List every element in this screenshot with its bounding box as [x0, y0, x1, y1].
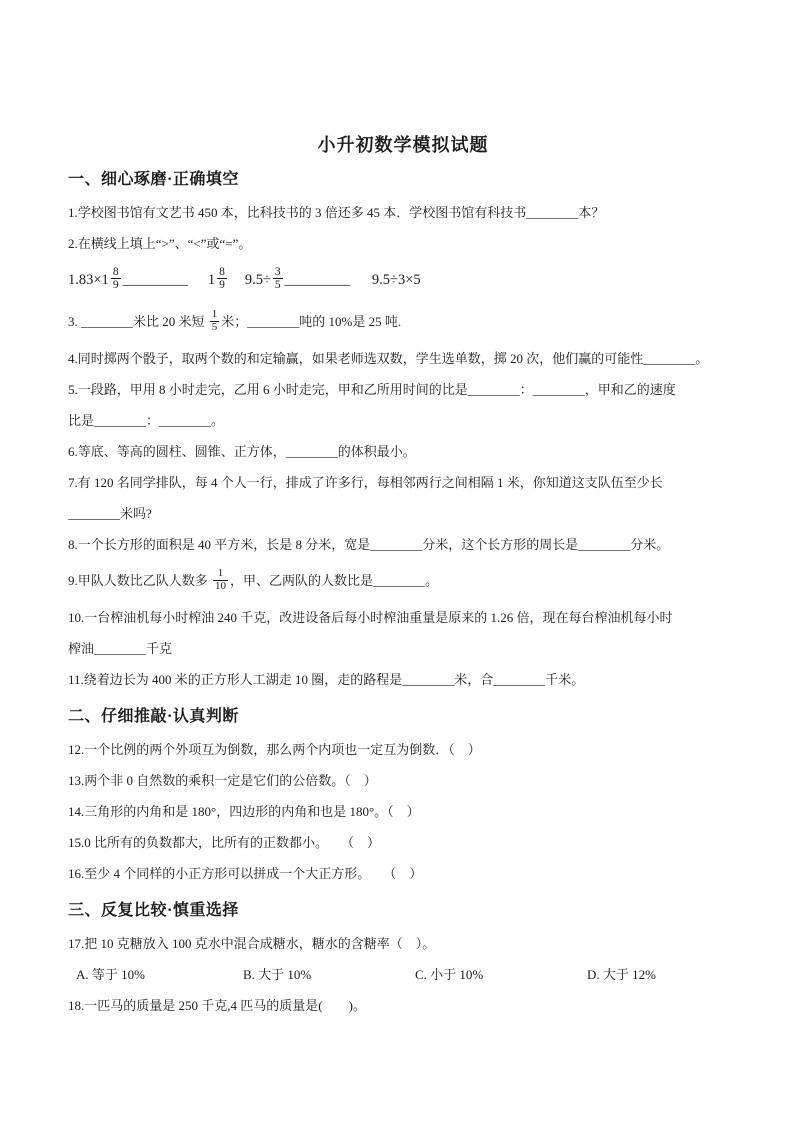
question-2 — [68, 228, 738, 259]
option-d: D. 大于 12% — [587, 967, 656, 982]
blank-field: ________ — [159, 413, 212, 428]
blank-field: ________ — [493, 672, 546, 687]
question-4 — [68, 343, 738, 374]
question-3-text-end: 吨的 10%是 25 吨. — [299, 314, 402, 329]
fraction-8-9: $\frac{8}{9}$ — [112, 265, 119, 292]
question-9-text: 9.甲队人数比乙队人数多 — [68, 573, 212, 588]
question-3-text: 米比 20 米短 — [133, 314, 208, 329]
question-10-text: 10.一台榨油机每小时榨油 240 千克，改进设备后每小时榨油重量是原来的 1.26 倍，现在每台榨油机每小时 — [68, 610, 673, 625]
blank-field: ________ — [532, 382, 585, 397]
question-8-text-mid: 分米，这个长方形的周长是 — [422, 537, 579, 552]
exam-title: 小升初数学模拟试题 — [317, 135, 489, 155]
question-1 — [68, 197, 738, 228]
fraction-8-9: $\frac{8}{9}$ — [219, 265, 225, 292]
fraction-1-10: $\frac{1}{10}$ — [215, 566, 227, 592]
section-heading-2: 二、仔细推敲·认真判断 — [68, 708, 239, 725]
expression-4: 9.5÷3×5 — [371, 272, 421, 288]
question-7-line-1 — [68, 467, 738, 498]
question-7-suffix: 米吗? — [120, 506, 152, 521]
option-c: C. 小于 10% — [415, 967, 484, 982]
question-2-text: 2.在横线上填上“>”、“<”或“=”。 — [68, 236, 252, 251]
section-heading-3: 三、反复比较·慎重选择 — [68, 902, 239, 919]
question-15: 15.0 比所有的负数都大，比所有的正数都小。 （ ） — [68, 835, 381, 850]
section-heading-1: 一、细心琢磨·正确填空 — [68, 171, 239, 188]
question-4-suffix: 。 — [695, 351, 709, 366]
question-5-line-1 — [68, 374, 738, 405]
question-10-line-2 — [68, 633, 738, 664]
question-2-expressions — [68, 259, 738, 301]
question-10-text-2: 榨油 — [68, 641, 95, 656]
question-11 — [68, 664, 738, 695]
blank-field: ________ — [94, 641, 147, 656]
question-5-suffix: 。 — [211, 413, 225, 428]
blank-field: ________ — [402, 672, 455, 687]
question-11-text: 11.绕着边长为 400 米的正方形人工湖走 10 圈，走的路程是 — [68, 672, 403, 687]
expression-1: 1.83×1 — [68, 272, 109, 288]
question-12: 12.一个比例的两个外项互为倒数，那么两个内项也一定互为倒数．（ ） — [68, 742, 481, 757]
question-10-line-1 — [68, 602, 738, 633]
blank-field: ________ — [373, 573, 426, 588]
expression-3: 9.5÷ — [244, 272, 271, 288]
question-7-text: 7.有 120 名同学排队，每 4 个人一行，排成了许多行，每相邻两行之间相隔 1 米，你知道这支队伍至少长 — [68, 475, 663, 490]
question-9 — [68, 560, 738, 602]
question-5-text-end: ，甲和乙的速度 — [584, 382, 676, 397]
question-1-suffix: 本？ — [578, 205, 605, 220]
question-8 — [68, 529, 738, 560]
blank-field: ________ — [94, 413, 147, 428]
blank-field: _________ — [284, 272, 350, 288]
question-1-text: 1.学校图书馆有文艺书 450 本，比科技书的 3 倍还多 45 本．学校图书馆有科技书 — [68, 205, 527, 220]
question-5-text-2: 比是 — [68, 413, 95, 428]
question-4-text: 4.同时掷两个骰子，取两个数的和定输赢，如果老师选双数，学生选单数，掷 20 次，他们赢的可能性 — [68, 351, 644, 366]
question-6-suffix: 的体积最小。 — [337, 444, 416, 459]
question-9-text-mid: ，甲、乙两队的人数比是 — [230, 573, 374, 588]
blank-field: ________ — [578, 537, 631, 552]
question-11-suffix: 千米。 — [545, 672, 585, 687]
question-18: 18.一匹马的质量是 250 千克,4 匹马的质量是( )。 — [68, 998, 366, 1013]
blank-field: ________ — [247, 314, 300, 329]
ratio-colon: ： — [146, 413, 160, 428]
question-6-text: 6.等底、等高的圆柱、圆锥、正方体， — [68, 444, 286, 459]
question-6 — [68, 436, 738, 467]
fraction-1-5: $\frac{1}{5}$ — [211, 307, 218, 333]
blank-field: ________ — [526, 205, 579, 220]
blank-field: ________ — [81, 314, 133, 329]
option-b: B. 大于 10% — [243, 967, 312, 982]
question-14: 14.三角形的内角和是 180°，四边形的内角和也是 180°。（ ） — [68, 804, 420, 819]
expression-2: 1 — [207, 272, 216, 288]
question-9-suffix: 。 — [425, 573, 439, 588]
question-8-text: 8.一个长方形的面积是 40 平方米，长是 8 分米，宽是 — [68, 537, 371, 552]
question-10-suffix: 千克 — [146, 641, 173, 656]
question-3-number: 3. — [68, 314, 81, 329]
ratio-colon: ： — [519, 382, 533, 397]
question-17-options — [68, 959, 738, 990]
question-13: 13.两个非 0 自然数的乘积一定是它们的公倍数。（ ） — [68, 773, 377, 788]
question-3-text-mid: 米； — [221, 314, 248, 329]
question-16: 16.至少 4 个同样的小正方形可以拼成一个大正方形。 （ ） — [68, 866, 423, 881]
option-a: A. 等于 10% — [76, 967, 145, 982]
question-8-suffix: 分米。 — [630, 537, 670, 552]
question-5-text: 5.一段路，甲用 8 小时走完，乙用 6 小时走完，甲和乙所用时间的比是 — [68, 382, 468, 397]
blank-field: ________ — [370, 537, 423, 552]
blank-field: ________ — [467, 382, 520, 397]
question-17: 17.把 10 克糖放入 100 克水中混合成糖水，糖水的含糖率（ ）。 — [68, 936, 436, 951]
blank-field: ________ — [285, 444, 338, 459]
question-7-line-2 — [68, 498, 738, 529]
blank-field: ________ — [68, 506, 120, 521]
question-11-text-mid: 米，合 — [454, 672, 494, 687]
fraction-3-5: $\frac{3}{5}$ — [274, 265, 281, 292]
question-3 — [68, 301, 738, 343]
blank-field: _________ — [122, 272, 188, 288]
question-5-line-2 — [68, 405, 738, 436]
blank-field: ________ — [643, 351, 696, 366]
